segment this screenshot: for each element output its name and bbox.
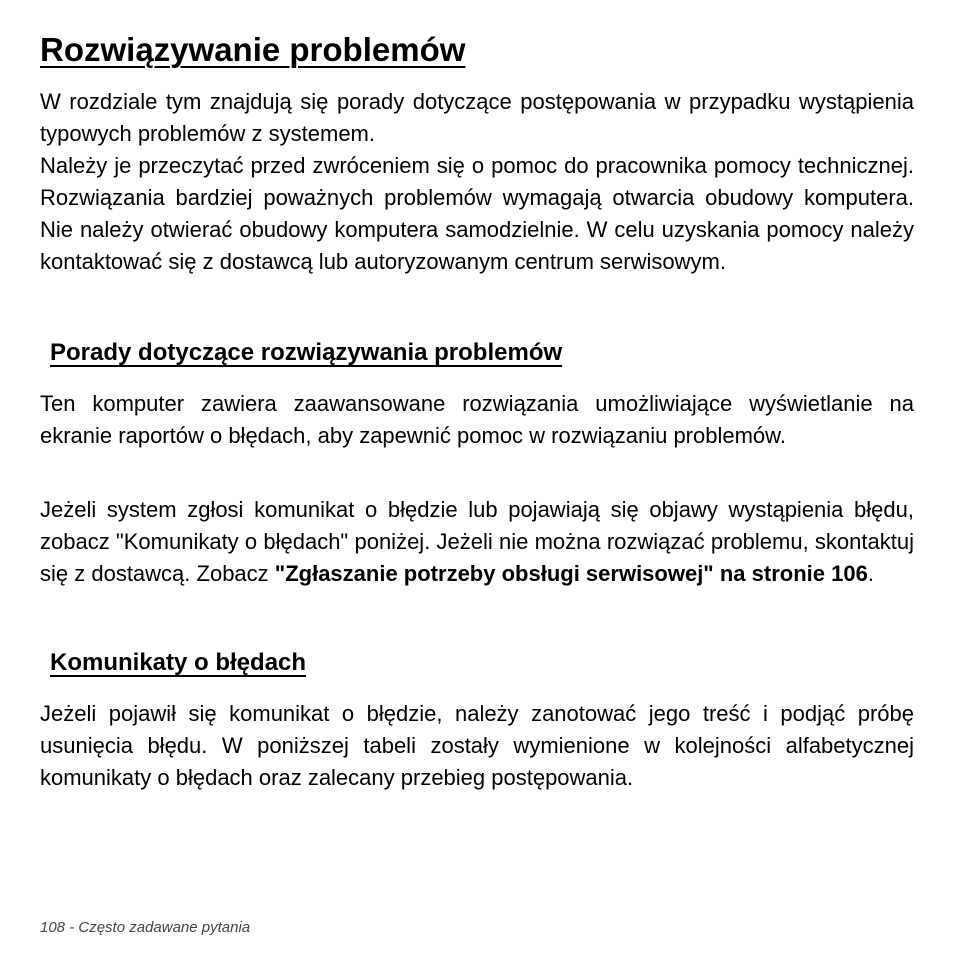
document-page [40, 0, 914, 954]
tips-paragraph-2-end: . [867, 561, 874, 586]
intro-paragraph-1: W rozdziale tym znajdują się porady dotyczące postępowania w przypadku wystąpienia typowych problemów z systemem. [40, 89, 914, 146]
intro-paragraph-2: Należy je przeczytać przed zwróceniem się o pomoc do pracownika pomocy technicznej. Rozwiązania bardziej poważnych problemów wymagają otwarcia obudowy komputera. Nie należy otwierać obudowy komputera samodzielnie. W celu uzyskania pomocy należy kontaktować się z dostawcą lub autoryzowanym centrum serwisowym. [40, 153, 914, 274]
section-heading-troubleshooting-tips: Porady dotyczące rozwiązywania problemów [50, 339, 563, 366]
section-heading-error-messages: Komunikaty o błędach [50, 649, 307, 676]
page-footer: 108 - Często zadawane pytania [40, 919, 251, 936]
tips-paragraph-1: Ten komputer zawiera zaawansowane rozwiązania umożliwiające wyświetlanie na ekranie raportów o błędach, aby zapewnić pomoc w rozwiązaniu problemów. [40, 391, 914, 448]
tips-paragraph-2-text: Jeżeli system zgłosi komunikat o błędzie lub pojawiają się objawy wystąpienia błędu, zobacz "Komunikaty o błędach" poniżej. Jeżeli nie można rozwiązać problemu, skontaktuj się z dostawcą. Zobacz [40, 497, 914, 586]
service-request-reference: "Zgłaszanie potrzeby obsługi serwisowej" na stronie 106 [274, 561, 868, 586]
tips-paragraph-2 [40, 494, 914, 590]
page-title: Rozwiązywanie problemów [40, 31, 466, 68]
error-messages-paragraph: Jeżeli pojawił się komunikat o błędzie, należy zanotować jego treść i podjąć próbę usunięcia błędu. W poniższej tabeli zostały wymienione w kolejności alfabetycznej komunikaty o błędach oraz zalecany przebieg postępowania. [40, 701, 914, 790]
